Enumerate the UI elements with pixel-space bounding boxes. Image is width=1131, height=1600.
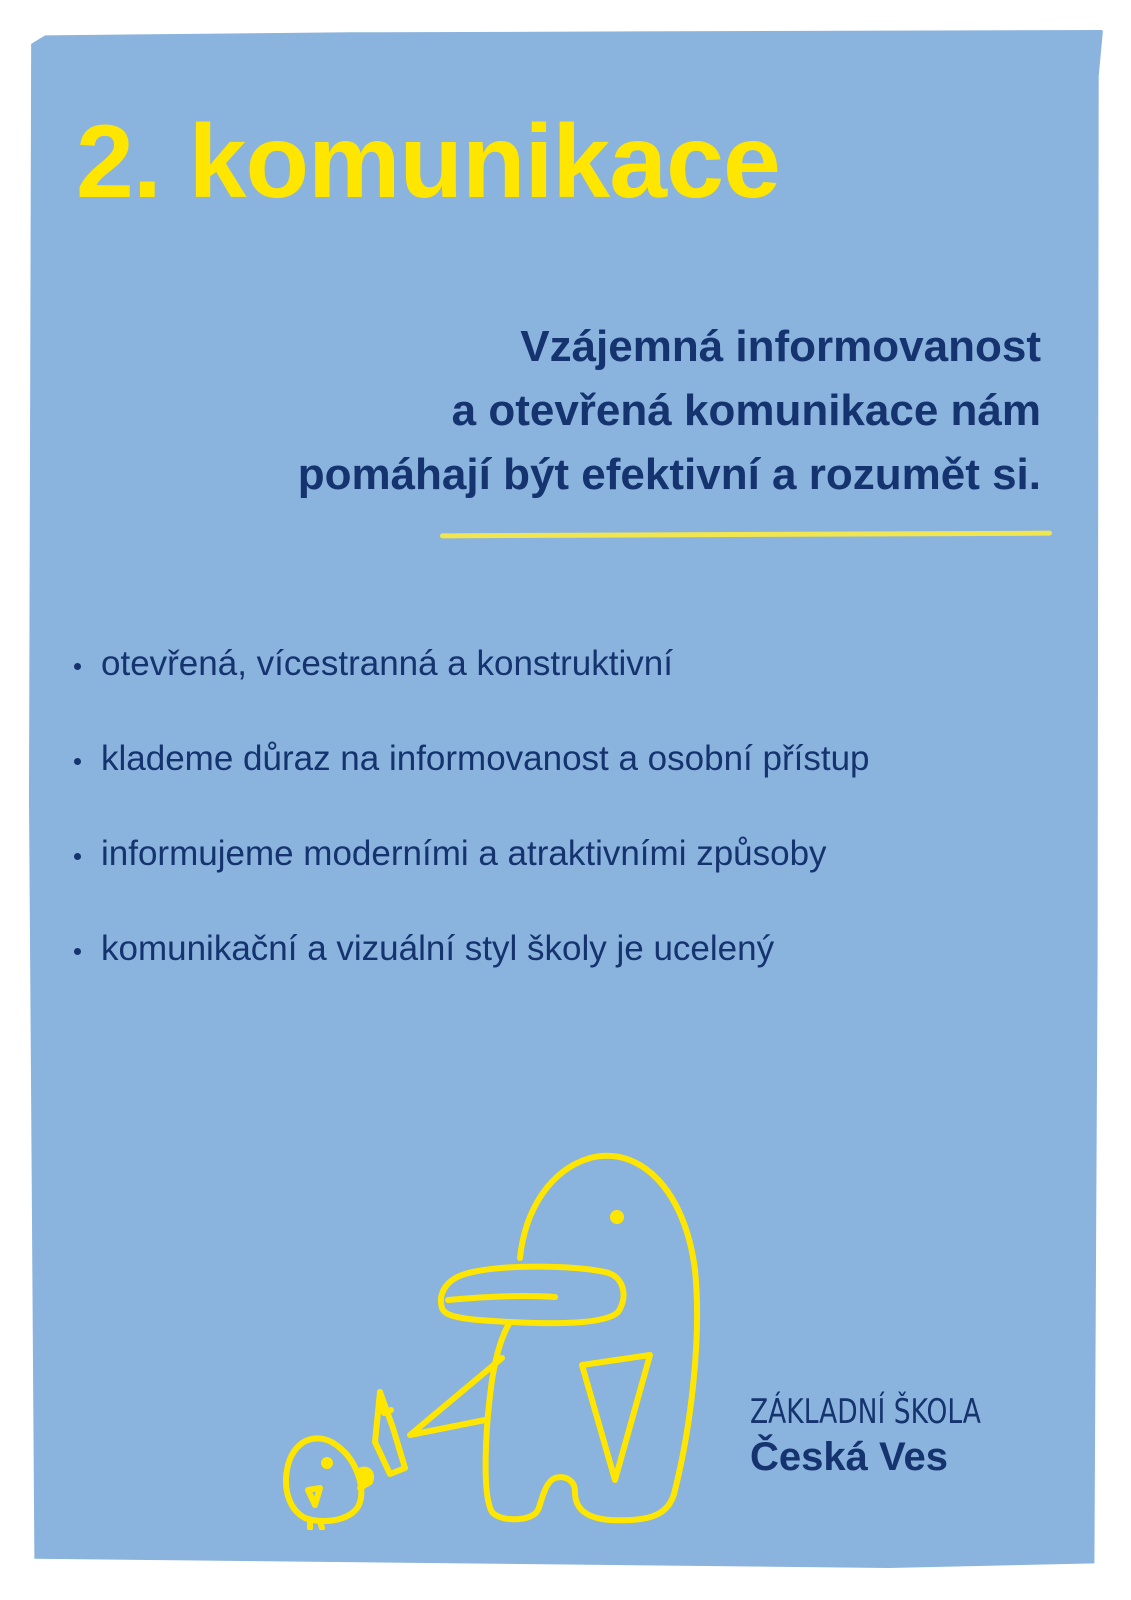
penguin-and-chick-doodle-icon <box>270 1130 720 1530</box>
chick-mouth <box>308 1488 320 1505</box>
bullet-dot-icon <box>74 948 81 955</box>
penguin-body <box>486 1156 697 1521</box>
penguin-mouth <box>448 1296 555 1300</box>
penguin-wing <box>582 1355 650 1480</box>
bullet-item <box>74 735 870 782</box>
lead-line-2: a otevřená komunikace nám <box>451 386 1041 435</box>
chick-body <box>286 1438 361 1521</box>
chick-beak <box>358 1470 371 1488</box>
bullet-text: otevřená, vícestranná a konstruktivní <box>101 643 673 683</box>
lead-emphasis: efektivní a rozumět si. <box>581 450 1041 499</box>
bullet-list <box>74 640 870 1020</box>
lead-line-1: Vzájemná informovanost <box>520 322 1041 371</box>
penguin-eye <box>610 1210 624 1224</box>
bullet-text: klademe důraz na informovanost a osobní přístup <box>101 738 870 778</box>
lead-statement <box>61 315 1041 507</box>
bullet-dot-icon <box>74 663 81 670</box>
bullet-item <box>74 640 870 687</box>
school-type: ZÁKLADNÍ ŠKOLA <box>750 1392 981 1432</box>
bullet-dot-icon <box>74 758 81 765</box>
lead-line-3 <box>61 443 1041 507</box>
bullet-text: informujeme moderními a atraktivními způsoby <box>101 833 827 873</box>
bullet-item <box>74 830 870 877</box>
bullet-text: komunikační a vizuální styl školy je ucelený <box>101 928 775 968</box>
bullet-dot-icon <box>74 853 81 860</box>
chick-eye <box>321 1457 333 1469</box>
lead-line-3-prefix: pomáhají být <box>297 450 582 499</box>
bullet-item <box>74 925 870 972</box>
school-logo <box>750 1390 1046 1480</box>
school-name: Česká Ves <box>750 1435 948 1479</box>
poster-title: 2. komunikace <box>76 104 780 220</box>
